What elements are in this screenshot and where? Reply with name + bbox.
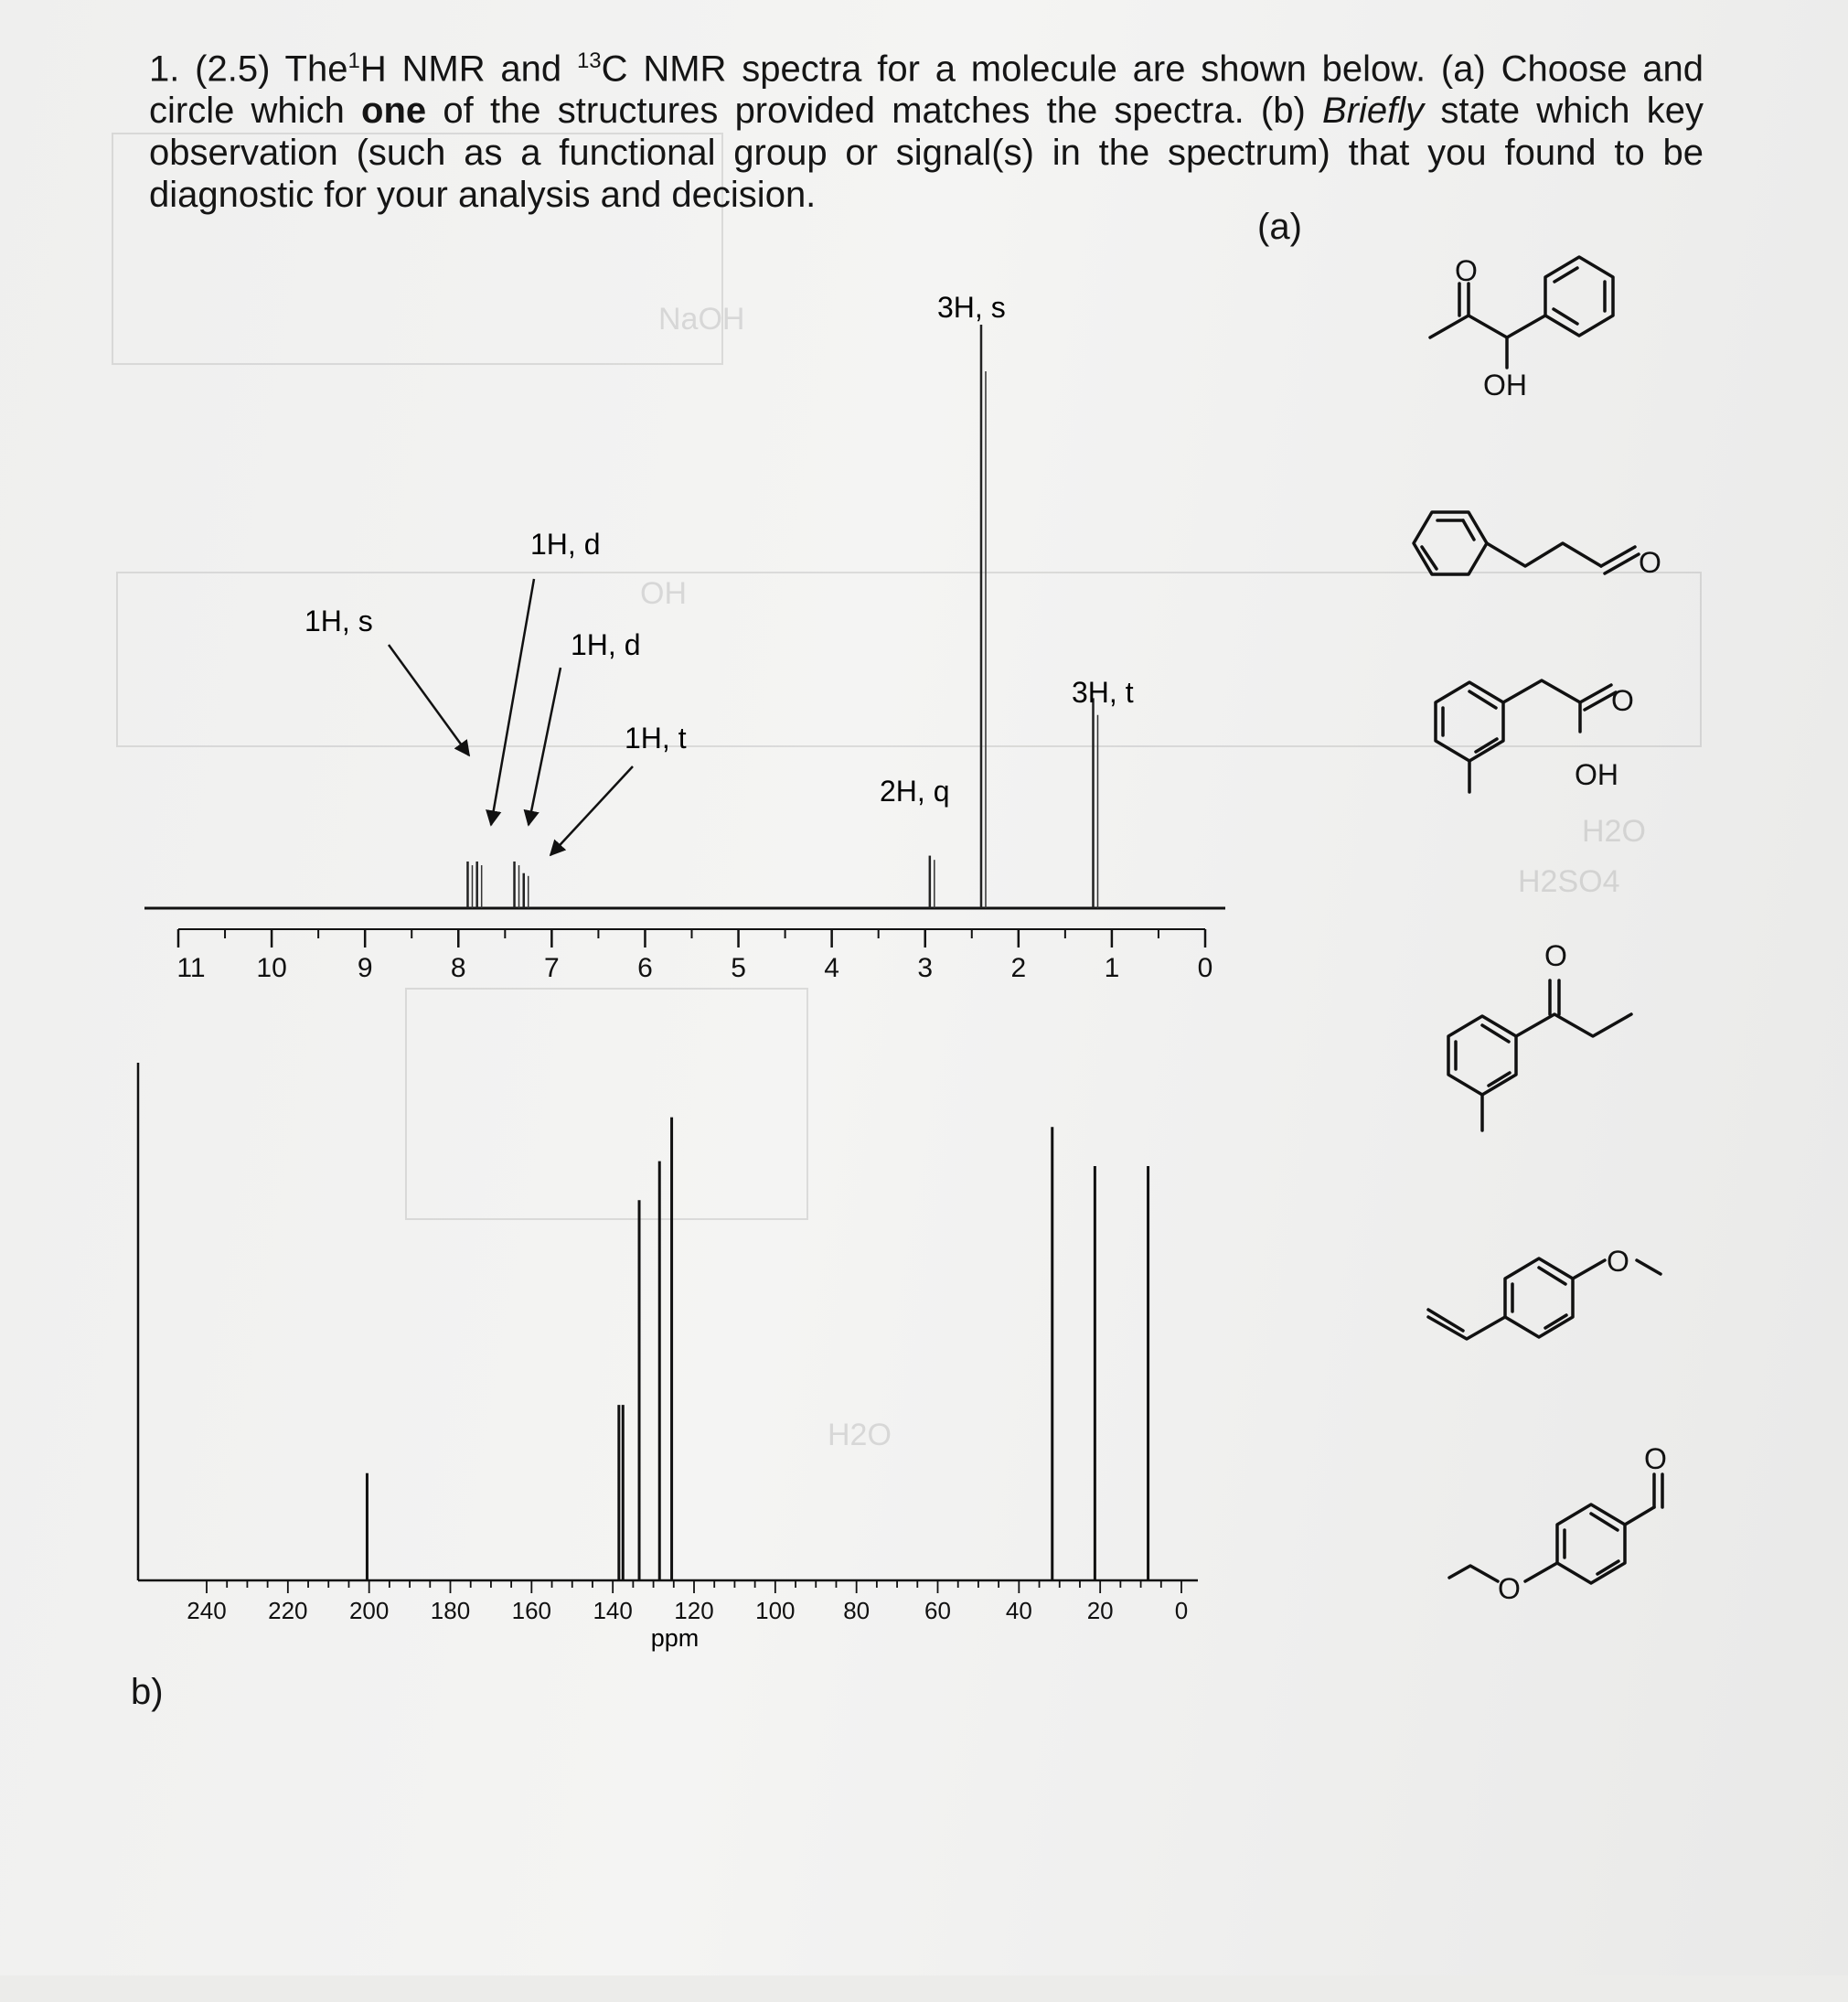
h-peak-label: 3H, t bbox=[1072, 676, 1134, 709]
h-nmr-spectrum bbox=[144, 291, 1225, 983]
question-points: (2.5) bbox=[195, 48, 271, 90]
h-peak bbox=[467, 862, 472, 908]
c-tick-label: 0 bbox=[1174, 1597, 1189, 1624]
emphasis-briefly: Briefly bbox=[1322, 91, 1425, 132]
h-tick-label: 4 bbox=[824, 953, 839, 983]
c-tick-label: 80 bbox=[843, 1597, 871, 1624]
structure-hydroxy-ketone[interactable] bbox=[1430, 254, 1613, 401]
h-peak-label: 1H, d bbox=[530, 528, 601, 561]
c-tick-label: 100 bbox=[755, 1597, 796, 1624]
h-tick-label: 11 bbox=[176, 953, 206, 983]
structure-tolyl-acetic-acid[interactable] bbox=[1436, 680, 1634, 792]
h-peak bbox=[477, 862, 482, 908]
emphasis-one: one bbox=[361, 91, 427, 132]
h-peak bbox=[981, 325, 986, 908]
h-tick-label: 5 bbox=[731, 953, 746, 983]
c-tick-label: 240 bbox=[187, 1597, 227, 1624]
structure-ethoxy-benzaldehyde[interactable] bbox=[1449, 1442, 1667, 1605]
h-tick-label: 3 bbox=[917, 953, 934, 983]
h-peak-label: 2H, q bbox=[880, 775, 950, 808]
c-tick-label: 40 bbox=[1005, 1597, 1032, 1624]
structure-label: O bbox=[1455, 254, 1478, 287]
h-peak bbox=[515, 862, 519, 908]
annotation-arrow bbox=[550, 766, 633, 855]
h-peak-label: 1H, s bbox=[304, 605, 373, 637]
part-a-label: (a) bbox=[1257, 207, 1302, 247]
bleed-through-text: H2O bbox=[828, 1418, 892, 1452]
h-peak-label: 3H, s bbox=[937, 291, 1006, 324]
structure-tolyl-ethyl-ketone[interactable] bbox=[1448, 939, 1631, 1130]
h-tick-label: 1 bbox=[1104, 953, 1120, 983]
c-nmr-xlabel: ppm bbox=[650, 1624, 700, 1652]
annotation-arrow bbox=[389, 645, 469, 755]
h-peak bbox=[930, 856, 935, 908]
c-tick-label: 200 bbox=[348, 1597, 390, 1624]
answer-structures bbox=[1414, 254, 1667, 1605]
structure-label: O bbox=[1639, 546, 1661, 579]
bleed-through-text: H2O bbox=[1582, 814, 1646, 849]
bleed-through-text: H2SO4 bbox=[1518, 864, 1620, 899]
c-tick-label: 20 bbox=[1086, 1597, 1114, 1624]
structure-label: OH bbox=[1575, 758, 1618, 791]
structure-label: OH bbox=[1483, 369, 1527, 401]
c-tick-label: 180 bbox=[430, 1597, 471, 1624]
c-nmr-spectrum bbox=[138, 1063, 1198, 1652]
h-tick-label: 7 bbox=[544, 953, 560, 983]
structure-label: O bbox=[1611, 684, 1634, 717]
c-tick-label: 120 bbox=[674, 1597, 714, 1624]
structure-methoxystyrene[interactable] bbox=[1428, 1245, 1661, 1339]
question-number: 1. bbox=[149, 48, 180, 90]
c-tick-label: 140 bbox=[593, 1597, 633, 1624]
h-tick-label: 8 bbox=[450, 953, 466, 983]
h-tick-label: 2 bbox=[1010, 953, 1027, 983]
h-peak bbox=[524, 873, 529, 908]
bleed-through-text: NaOH bbox=[658, 302, 745, 337]
structure-label: O bbox=[1498, 1572, 1521, 1605]
h-tick-label: 6 bbox=[637, 953, 653, 983]
structure-label: O bbox=[1607, 1245, 1629, 1278]
h-peak-label: 1H, t bbox=[625, 722, 687, 755]
part-b-label: b) bbox=[131, 1672, 164, 1712]
h-peak-label: 1H, d bbox=[571, 628, 641, 661]
bleed-through-text: OH bbox=[640, 576, 687, 611]
c-tick-label: 160 bbox=[511, 1597, 552, 1624]
annotation-arrow bbox=[491, 579, 534, 825]
annotation-arrow bbox=[529, 668, 561, 825]
h-tick-label: 10 bbox=[256, 953, 287, 983]
structure-label: O bbox=[1644, 1442, 1667, 1475]
h-tick-label: 0 bbox=[1197, 953, 1213, 983]
c-tick-label: 220 bbox=[268, 1597, 308, 1624]
question-text: 1. (2.5) The$^1$H NMR and $^{13}$C NMR spectra for a molecule are shown below. (a) Choose and circle which one of the structures provided matches the spectra. (b) Briefly state which key observation (such as a functional group or signal(s) in the spectrum) that you found to be diagnostic for your analysis and decision. bbox=[149, 48, 1704, 216]
structure-label: O bbox=[1544, 939, 1567, 972]
c-tick-label: 60 bbox=[924, 1597, 951, 1624]
h-tick-label: 9 bbox=[357, 953, 373, 983]
h-peak bbox=[1093, 698, 1097, 908]
structure-phenyl-aldehyde[interactable] bbox=[1414, 512, 1661, 579]
